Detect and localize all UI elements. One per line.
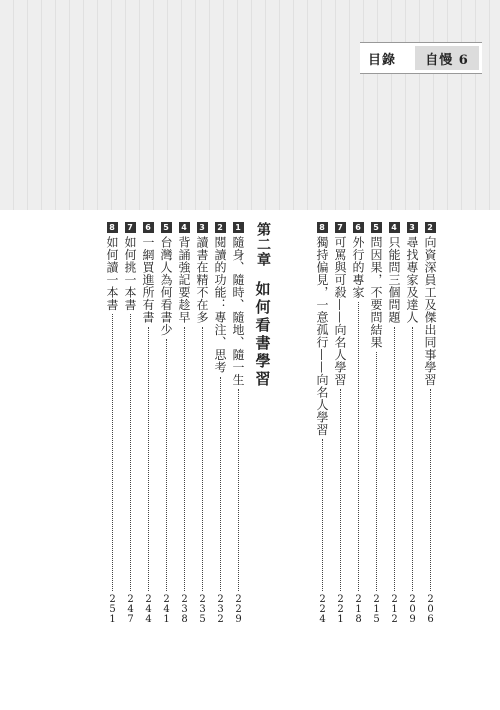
toc-entry[interactable]	[422, 222, 438, 624]
entry-number: 6	[143, 222, 154, 233]
toc-entry[interactable]	[158, 222, 174, 624]
entry-page: 241	[161, 594, 172, 624]
entry-page: 221	[335, 594, 346, 624]
toc-entry[interactable]	[104, 222, 120, 624]
toc-entry[interactable]	[212, 222, 228, 624]
entry-title: 向資深員工及傑出同事學習	[423, 236, 437, 386]
entry-title: 可罵與可殺——向名人學習	[333, 236, 347, 386]
toc-entry[interactable]	[176, 222, 192, 624]
entry-title: 背誦強記要趁早	[177, 236, 191, 324]
dot-leader	[412, 327, 413, 592]
entry-number: 7	[125, 222, 136, 233]
header-bar	[360, 42, 482, 74]
dot-leader	[148, 327, 149, 592]
entry-number: 3	[407, 222, 418, 233]
entry-page: 215	[371, 594, 382, 624]
entry-number: 7	[335, 222, 346, 233]
entry-title: 如何挑一本書	[123, 236, 137, 311]
dot-leader	[112, 314, 113, 591]
entry-page: 212	[389, 594, 400, 624]
dot-leader	[202, 327, 203, 592]
dot-leader	[340, 389, 341, 591]
entry-number: 8	[107, 222, 118, 233]
chapter-title: 如何看書學習	[253, 281, 272, 389]
entry-title: 只能問三個問題	[387, 236, 401, 324]
entry-title: 隨身、隨時、隨地、隨一生	[231, 236, 245, 386]
entry-number: 2	[425, 222, 436, 233]
header-banner	[0, 0, 500, 210]
dot-leader	[184, 327, 185, 592]
entry-page: 232	[215, 594, 226, 624]
entry-title: 一網買進所有書	[141, 236, 155, 324]
toc-entry[interactable]	[122, 222, 138, 624]
toc-entry[interactable]	[386, 222, 402, 624]
entry-page: 229	[233, 594, 244, 624]
entry-title: 尋找專家及達人	[405, 236, 419, 324]
entry-title: 閱讀的功能：專注、思考	[213, 236, 227, 374]
entry-page: 224	[317, 594, 328, 624]
entry-page: 244	[143, 594, 154, 624]
dot-leader	[394, 327, 395, 592]
dot-leader	[130, 314, 131, 591]
dot-leader	[376, 352, 377, 592]
dot-leader	[238, 389, 239, 591]
dot-leader	[358, 302, 359, 592]
chapter-number: 第二章	[255, 222, 271, 267]
toc-entry[interactable]	[230, 222, 246, 624]
entry-number: 5	[161, 222, 172, 233]
dot-leader	[220, 377, 221, 592]
entry-number: 2	[215, 222, 226, 233]
toc-entry[interactable]	[350, 222, 366, 624]
toc-entry[interactable]	[404, 222, 420, 624]
toc-entry[interactable]	[368, 222, 384, 624]
entry-title: 獨持偏見，一意孤行——向名人學習	[315, 236, 329, 436]
entry-title: 讀書在精不在多	[195, 236, 209, 324]
toc-entry[interactable]	[140, 222, 156, 624]
toc-entry[interactable]	[314, 222, 330, 624]
entry-number: 4	[389, 222, 400, 233]
dot-leader	[322, 439, 323, 591]
entry-page: 209	[407, 594, 418, 624]
entry-title: 台灣人為何看書少	[159, 236, 173, 336]
entry-page: 235	[197, 594, 208, 624]
book-tab: 自慢 6	[415, 46, 479, 70]
entry-number: 3	[197, 222, 208, 233]
toc-entry[interactable]	[332, 222, 348, 624]
dot-leader	[430, 389, 431, 591]
dot-leader	[166, 339, 167, 591]
entry-number: 6	[353, 222, 364, 233]
entry-number: 8	[317, 222, 328, 233]
entry-number: 4	[179, 222, 190, 233]
chapter-heading	[252, 222, 274, 389]
entry-number: 1	[233, 222, 244, 233]
entry-title: 問因果，不要問結果	[369, 236, 383, 349]
entry-page: 218	[353, 594, 364, 624]
entry-number: 5	[371, 222, 382, 233]
entry-title: 外行的專家	[351, 236, 365, 299]
toc-title: 目錄	[368, 52, 397, 68]
entry-page: 206	[425, 594, 436, 624]
entry-page: 247	[125, 594, 136, 624]
toc-entry[interactable]	[194, 222, 210, 624]
entry-page: 251	[107, 594, 118, 624]
entry-title: 如何讀一本書	[105, 236, 119, 311]
entry-page: 238	[179, 594, 190, 624]
